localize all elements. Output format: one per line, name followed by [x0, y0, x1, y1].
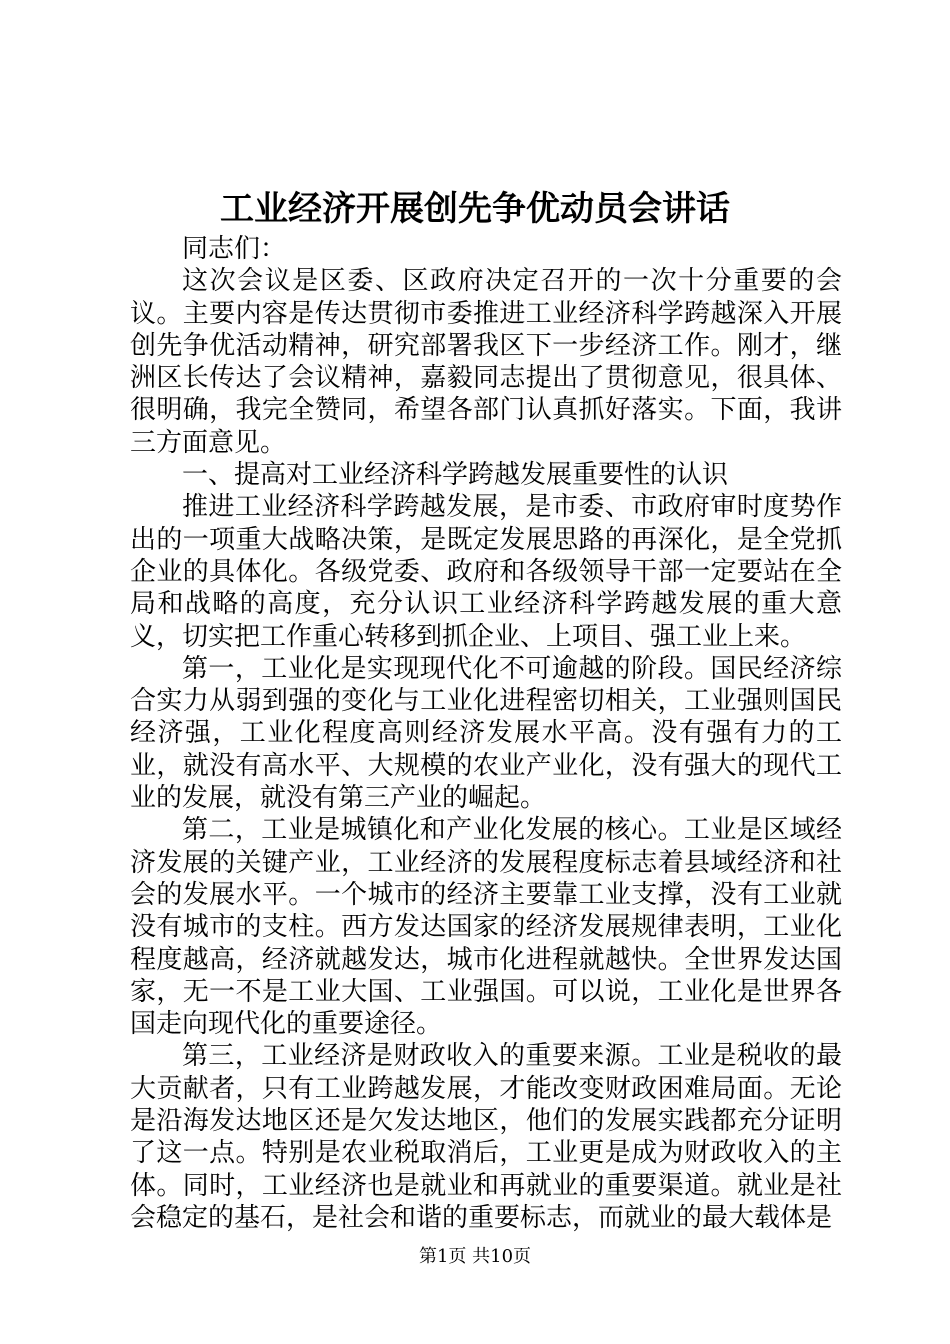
document-body: [130, 233, 842, 1234]
paragraph: 第二，工业是城镇化和产业化发展的核心。工业是区域经济发展的关键产业，工业经济的发展程度标志着县域经济和社会的发展水平。一个城市的经济主要靠工业支撑，没有工业就没有城市的支柱。西方发达国家的经济发展规律表明，工业化程度越高，经济就越发达，城市化进程就越快。全世界发达国家，无一不是工业大国、工业强国。可以说，工业化是世界各国走向现代化的重要途径。: [130, 815, 842, 1040]
page-footer: 第1页 共10页: [418, 1246, 532, 1267]
paragraph-intro: 这次会议是区委、区政府决定召开的一次十分重要的会议。主要内容是传达贯彻市委推进工业经济科学跨越深入开展创先争优活动精神，研究部署我区下一步经济工作。刚才，继洲区长传达了会议精神，嘉毅同志提出了贯彻意见，很具体、很明确，我完全赞同，希望各部门认真抓好落实。下面，我讲三方面意见。: [130, 266, 842, 458]
paragraph: 推进工业经济科学跨越发展，是市委、市政府审时度势作出的一项重大战略决策，是既定发展思路的再深化，是全党抓企业的具体化。各级党委、政府和各级领导干部一定要站在全局和战略的高度，充分认识工业经济科学跨越发展的重大意义，切实把工作重心转移到抓企业、上项目、强工业上来。: [130, 492, 842, 652]
document-title: 工业经济开展创先争优动员会讲话: [220, 189, 730, 229]
paragraph: 第三，工业经济是财政收入的重要来源。工业是税收的最大贡献者，只有工业跨越发展，才能改变财政困难局面。无论是沿海发达地区还是欠发达地区，他们的发展实践都充分证明了这一点。特别是农业税取消后，工业更是成为财政收入的主体。同时，工业经济也是就业和再就业的重要渠道。就业是社会稳定的基石，是社会和谐的重要标志，而就业的最大载体是: [130, 1041, 842, 1233]
salutation: 同志们：: [182, 234, 287, 264]
paragraph: 第一，工业化是实现现代化不可逾越的阶段。国民经济综合实力从弱到强的变化与工业化进程密切相关，工业强则国民经济强，工业化程度高则经济发展水平高。没有强有力的工业，就没有高水平、大规模的农业产业化，没有强大的现代工业的发展，就没有第三产业的崛起。: [130, 653, 842, 814]
section-heading: 一、提高对工业经济科学跨越发展重要性的认识: [182, 460, 729, 491]
